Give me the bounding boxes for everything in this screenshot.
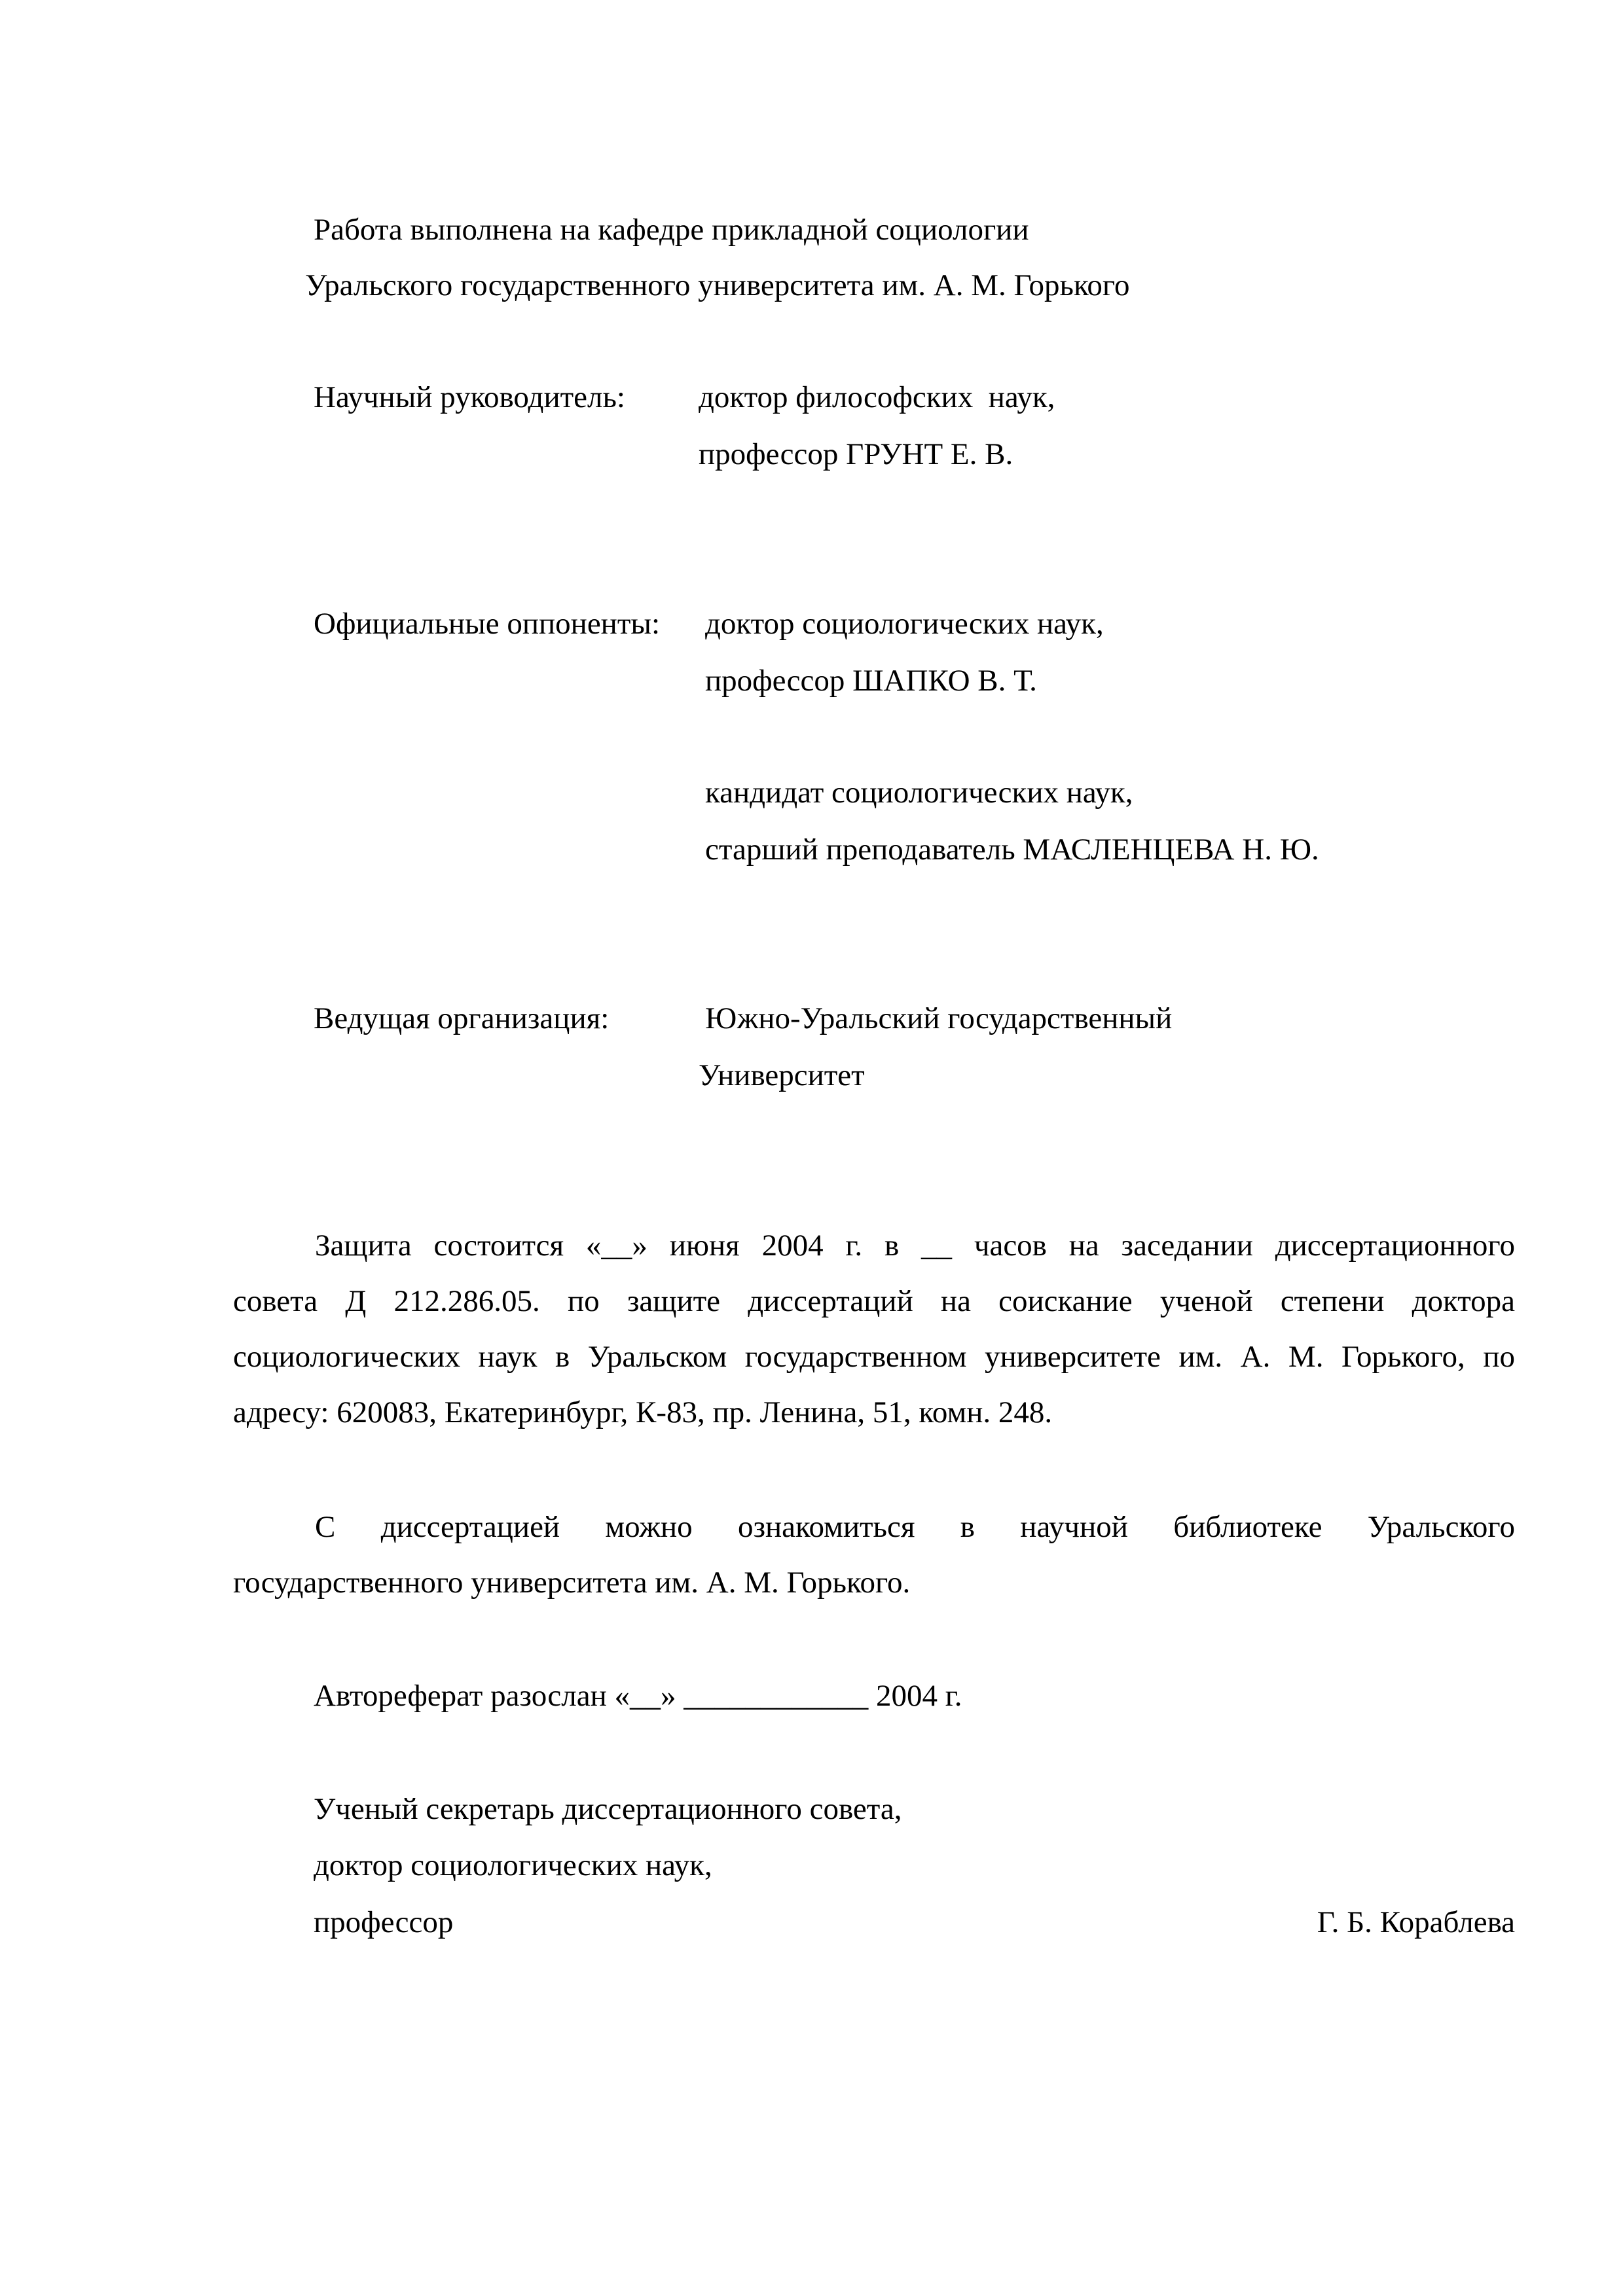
- defense-line-4: адресу: 620083, Екатеринбург, К-83, пр. Ленина, 51, комн. 248.: [233, 1395, 1053, 1429]
- opponents-label: Официальные оппоненты:: [314, 607, 661, 641]
- defense-line-2: совета Д 212.286.05. по защите диссертаций на соискание ученой степени доктора: [233, 1284, 1515, 1318]
- leading-org-name-1: Южно-Уральский государственный: [705, 1001, 1173, 1035]
- secretary-line-1: Ученый секретарь диссертационного совета,: [314, 1792, 902, 1826]
- secretary-line-2: доктор социологических наук,: [314, 1848, 712, 1882]
- library-paragraph: [233, 1512, 1515, 1623]
- header-line-2: Уральского государственного университета им. А. М. Горького: [305, 268, 1130, 302]
- opponent-2-degree: кандидат социологических наук,: [705, 776, 1133, 810]
- library-line-2: государственного университета им. А. М. Горького.: [233, 1566, 911, 1600]
- supervisor-degree: доктор философских наук,: [699, 380, 1055, 414]
- opponent-1-degree: доктор социологических наук,: [705, 607, 1104, 641]
- header-line-1: Работа выполнена на кафедре прикладной социологии: [314, 213, 1029, 247]
- supervisor-label: Научный руководитель:: [314, 380, 625, 414]
- defense-line-3: социологических наук в Уральском государственном университете им. А. М. Горького, по: [233, 1340, 1515, 1374]
- secretary-line-3: профессор: [314, 1905, 454, 1939]
- sent-date: Автореферат разослан «__» ____________ 2004 г.: [314, 1679, 962, 1713]
- secretary-name: Г. Б. Кораблева: [1317, 1905, 1515, 1939]
- supervisor-name: профессор ГРУНТ Е. В.: [699, 437, 1013, 471]
- defense-paragraph: [233, 1230, 1515, 1453]
- leading-org-name-2: Университет: [699, 1058, 865, 1092]
- leading-org-label: Ведущая организация:: [314, 1001, 610, 1035]
- opponent-2-name: старший преподаватель МАСЛЕНЦЕВА Н. Ю.: [705, 833, 1319, 867]
- opponent-1-name: профессор ШАПКО В. Т.: [705, 664, 1037, 698]
- library-line-1: С диссертацией можно ознакомиться в научной библиотеке Уральского: [315, 1510, 1515, 1544]
- defense-line-1: Защита состоится «__» июня 2004 г. в __ часов на заседании диссертационного: [315, 1229, 1515, 1263]
